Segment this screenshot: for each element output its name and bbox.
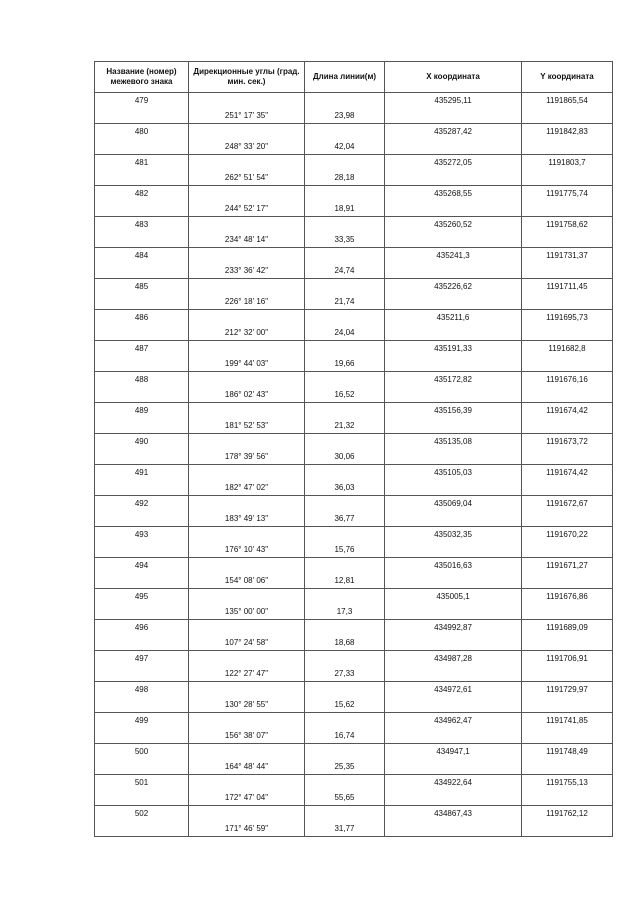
- empty-cell: [385, 356, 522, 372]
- table-row: [95, 573, 613, 589]
- empty-cell: [189, 465, 305, 481]
- x-coordinate-cell: 435260,52: [385, 217, 522, 233]
- y-coordinate-cell: 1191842,83: [522, 124, 613, 140]
- direction-angle-cell: 212° 32' 00": [189, 325, 305, 341]
- empty-cell: [95, 108, 189, 124]
- empty-cell: [385, 697, 522, 713]
- x-coordinate-cell: 435287,42: [385, 124, 522, 140]
- table-row: [95, 558, 613, 574]
- empty-cell: [385, 387, 522, 403]
- empty-cell: [522, 294, 613, 310]
- y-coordinate-cell: 1191762,12: [522, 806, 613, 822]
- x-coordinate-cell: 435172,82: [385, 372, 522, 388]
- x-coordinate-cell: 434962,47: [385, 713, 522, 729]
- empty-cell: [385, 325, 522, 341]
- empty-cell: [189, 682, 305, 698]
- empty-cell: [189, 124, 305, 140]
- table-row: [95, 821, 613, 837]
- table-row: [95, 341, 613, 357]
- y-coordinate-cell: 1191741,85: [522, 713, 613, 729]
- direction-angle-cell: 164° 48' 44": [189, 759, 305, 775]
- x-coordinate-cell: 435069,04: [385, 496, 522, 512]
- table-row: [95, 620, 613, 636]
- empty-cell: [522, 821, 613, 837]
- empty-cell: [522, 356, 613, 372]
- point-name-cell: 484: [95, 248, 189, 264]
- line-length-cell: 21,32: [305, 418, 385, 434]
- empty-cell: [385, 201, 522, 217]
- line-length-cell: 23,98: [305, 108, 385, 124]
- table-row: [95, 527, 613, 543]
- empty-cell: [189, 713, 305, 729]
- direction-angle-cell: 233° 36' 42": [189, 263, 305, 279]
- x-coordinate-cell: 435135,08: [385, 434, 522, 450]
- empty-cell: [189, 93, 305, 109]
- table-row: [95, 434, 613, 450]
- x-coordinate-cell: 435268,55: [385, 186, 522, 202]
- empty-cell: [305, 186, 385, 202]
- empty-cell: [522, 108, 613, 124]
- y-coordinate-cell: 1191758,62: [522, 217, 613, 233]
- empty-cell: [522, 790, 613, 806]
- empty-cell: [522, 325, 613, 341]
- empty-cell: [385, 573, 522, 589]
- y-coordinate-cell: 1191673,72: [522, 434, 613, 450]
- empty-cell: [522, 666, 613, 682]
- empty-cell: [385, 232, 522, 248]
- empty-cell: [95, 573, 189, 589]
- line-length-cell: 31,77: [305, 821, 385, 837]
- point-name-cell: 488: [95, 372, 189, 388]
- empty-cell: [95, 697, 189, 713]
- point-name-cell: 485: [95, 279, 189, 295]
- table-row: [95, 93, 613, 109]
- empty-cell: [189, 620, 305, 636]
- line-length-cell: 24,74: [305, 263, 385, 279]
- line-length-cell: 16,74: [305, 728, 385, 744]
- empty-cell: [95, 666, 189, 682]
- empty-cell: [305, 217, 385, 233]
- y-coordinate-cell: 1191672,67: [522, 496, 613, 512]
- x-coordinate-cell: 434867,43: [385, 806, 522, 822]
- point-name-cell: 493: [95, 527, 189, 543]
- table-row: [95, 465, 613, 481]
- point-name-cell: 490: [95, 434, 189, 450]
- direction-angle-cell: 234° 48' 14": [189, 232, 305, 248]
- table-row: [95, 511, 613, 527]
- point-name-cell: 496: [95, 620, 189, 636]
- direction-angle-cell: 248° 33' 20": [189, 139, 305, 155]
- x-coordinate-cell: 435032,35: [385, 527, 522, 543]
- point-name-cell: 481: [95, 155, 189, 171]
- empty-cell: [95, 325, 189, 341]
- table-row: [95, 449, 613, 465]
- table-row: [95, 139, 613, 155]
- table-row: [95, 744, 613, 760]
- empty-cell: [522, 697, 613, 713]
- empty-cell: [189, 775, 305, 791]
- table-row: [95, 325, 613, 341]
- empty-cell: [95, 542, 189, 558]
- empty-cell: [385, 728, 522, 744]
- table-row: [95, 310, 613, 326]
- empty-cell: [95, 790, 189, 806]
- empty-cell: [522, 573, 613, 589]
- line-length-cell: 25,35: [305, 759, 385, 775]
- empty-cell: [522, 232, 613, 248]
- empty-cell: [305, 155, 385, 171]
- table-row: [95, 155, 613, 171]
- empty-cell: [385, 790, 522, 806]
- table-row: [95, 232, 613, 248]
- empty-cell: [385, 759, 522, 775]
- y-coordinate-cell: 1191676,16: [522, 372, 613, 388]
- x-coordinate-cell: 435295,11: [385, 93, 522, 109]
- y-coordinate-cell: 1191865,54: [522, 93, 613, 109]
- empty-cell: [189, 217, 305, 233]
- empty-cell: [189, 341, 305, 357]
- empty-cell: [305, 558, 385, 574]
- table-row: [95, 589, 613, 605]
- empty-cell: [305, 279, 385, 295]
- empty-cell: [522, 542, 613, 558]
- point-name-cell: 498: [95, 682, 189, 698]
- table-row: [95, 418, 613, 434]
- empty-cell: [385, 542, 522, 558]
- empty-cell: [305, 682, 385, 698]
- empty-cell: [385, 666, 522, 682]
- empty-cell: [189, 248, 305, 264]
- empty-cell: [95, 201, 189, 217]
- point-name-cell: 489: [95, 403, 189, 419]
- direction-angle-cell: 199° 44' 03": [189, 356, 305, 372]
- point-name-cell: 502: [95, 806, 189, 822]
- x-coordinate-cell: 435241,3: [385, 248, 522, 264]
- empty-cell: [95, 139, 189, 155]
- direction-angle-cell: 130° 28' 55": [189, 697, 305, 713]
- empty-cell: [522, 418, 613, 434]
- header-direction-angle: Дирекционные углы (град. мин. сек.): [189, 62, 305, 93]
- header-y-coordinate: Y координата: [522, 62, 613, 93]
- empty-cell: [385, 635, 522, 651]
- direction-angle-cell: 251° 17' 35": [189, 108, 305, 124]
- empty-cell: [189, 589, 305, 605]
- direction-angle-cell: 135° 00' 00": [189, 604, 305, 620]
- x-coordinate-cell: 435156,39: [385, 403, 522, 419]
- header-x-coordinate: X координата: [385, 62, 522, 93]
- empty-cell: [95, 449, 189, 465]
- empty-cell: [522, 728, 613, 744]
- empty-cell: [189, 651, 305, 667]
- table-row: [95, 124, 613, 140]
- empty-cell: [189, 434, 305, 450]
- y-coordinate-cell: 1191731,37: [522, 248, 613, 264]
- empty-cell: [305, 403, 385, 419]
- empty-cell: [305, 620, 385, 636]
- empty-cell: [522, 480, 613, 496]
- empty-cell: [385, 170, 522, 186]
- direction-angle-cell: 172° 47' 04": [189, 790, 305, 806]
- line-length-cell: 36,77: [305, 511, 385, 527]
- point-name-cell: 483: [95, 217, 189, 233]
- table-row: [95, 170, 613, 186]
- point-name-cell: 480: [95, 124, 189, 140]
- table-row: [95, 108, 613, 124]
- table-row: [95, 697, 613, 713]
- line-length-cell: 16,52: [305, 387, 385, 403]
- x-coordinate-cell: 434922,64: [385, 775, 522, 791]
- point-name-cell: 492: [95, 496, 189, 512]
- empty-cell: [385, 449, 522, 465]
- table-row: [95, 294, 613, 310]
- x-coordinate-cell: 434987,28: [385, 651, 522, 667]
- empty-cell: [189, 806, 305, 822]
- empty-cell: [305, 744, 385, 760]
- table-row: [95, 666, 613, 682]
- y-coordinate-cell: 1191729,97: [522, 682, 613, 698]
- empty-cell: [95, 356, 189, 372]
- y-coordinate-cell: 1191674,42: [522, 465, 613, 481]
- empty-cell: [95, 232, 189, 248]
- empty-cell: [189, 310, 305, 326]
- point-name-cell: 491: [95, 465, 189, 481]
- empty-cell: [95, 511, 189, 527]
- empty-cell: [95, 387, 189, 403]
- point-name-cell: 486: [95, 310, 189, 326]
- empty-cell: [305, 248, 385, 264]
- x-coordinate-cell: 435005,1: [385, 589, 522, 605]
- table-row: [95, 403, 613, 419]
- y-coordinate-cell: 1191755,13: [522, 775, 613, 791]
- y-coordinate-cell: 1191670,22: [522, 527, 613, 543]
- empty-cell: [305, 434, 385, 450]
- point-name-cell: 487: [95, 341, 189, 357]
- empty-cell: [305, 713, 385, 729]
- empty-cell: [305, 651, 385, 667]
- y-coordinate-cell: 1191671,27: [522, 558, 613, 574]
- empty-cell: [189, 496, 305, 512]
- direction-angle-cell: 182° 47' 02": [189, 480, 305, 496]
- empty-cell: [385, 821, 522, 837]
- header-line-length: Длина линии(м): [305, 62, 385, 93]
- x-coordinate-cell: 435191,33: [385, 341, 522, 357]
- empty-cell: [305, 124, 385, 140]
- table-row: [95, 635, 613, 651]
- empty-cell: [305, 496, 385, 512]
- empty-cell: [385, 480, 522, 496]
- direction-angle-cell: 178° 39' 56": [189, 449, 305, 465]
- point-name-cell: 479: [95, 93, 189, 109]
- empty-cell: [522, 170, 613, 186]
- y-coordinate-cell: 1191706,91: [522, 651, 613, 667]
- empty-cell: [385, 418, 522, 434]
- empty-cell: [522, 604, 613, 620]
- line-length-cell: 21,74: [305, 294, 385, 310]
- empty-cell: [305, 465, 385, 481]
- point-name-cell: 495: [95, 589, 189, 605]
- y-coordinate-cell: 1191711,45: [522, 279, 613, 295]
- empty-cell: [95, 480, 189, 496]
- table-row: [95, 279, 613, 295]
- empty-cell: [305, 775, 385, 791]
- x-coordinate-cell: 434972,61: [385, 682, 522, 698]
- table-row: [95, 542, 613, 558]
- y-coordinate-cell: 1191748,49: [522, 744, 613, 760]
- y-coordinate-cell: 1191676,86: [522, 589, 613, 605]
- line-length-cell: 18,68: [305, 635, 385, 651]
- empty-cell: [95, 728, 189, 744]
- direction-angle-cell: 186° 02' 43": [189, 387, 305, 403]
- boundary-coordinates-table: [94, 61, 613, 837]
- empty-cell: [305, 806, 385, 822]
- empty-cell: [305, 341, 385, 357]
- direction-angle-cell: 154° 08' 06": [189, 573, 305, 589]
- empty-cell: [385, 139, 522, 155]
- empty-cell: [95, 170, 189, 186]
- table-row: [95, 248, 613, 264]
- line-length-cell: 17,3: [305, 604, 385, 620]
- line-length-cell: 15,62: [305, 697, 385, 713]
- x-coordinate-cell: 434947,1: [385, 744, 522, 760]
- table-row: [95, 651, 613, 667]
- table-row: [95, 604, 613, 620]
- empty-cell: [522, 449, 613, 465]
- line-length-cell: 12,81: [305, 573, 385, 589]
- y-coordinate-cell: 1191674,42: [522, 403, 613, 419]
- direction-angle-cell: 183° 49' 13": [189, 511, 305, 527]
- table-row: [95, 356, 613, 372]
- header-point-name: Название (номер) межевого знака: [95, 62, 189, 93]
- direction-angle-cell: 122° 27' 47": [189, 666, 305, 682]
- empty-cell: [522, 263, 613, 279]
- direction-angle-cell: 171° 46' 59": [189, 821, 305, 837]
- direction-angle-cell: 262° 51' 54": [189, 170, 305, 186]
- empty-cell: [305, 589, 385, 605]
- empty-cell: [305, 310, 385, 326]
- table-row: [95, 682, 613, 698]
- direction-angle-cell: 107° 24' 58": [189, 635, 305, 651]
- table-row: [95, 263, 613, 279]
- line-length-cell: 36,03: [305, 480, 385, 496]
- line-length-cell: 42,04: [305, 139, 385, 155]
- table-row: [95, 186, 613, 202]
- table-row: [95, 790, 613, 806]
- empty-cell: [305, 372, 385, 388]
- empty-cell: [95, 294, 189, 310]
- line-length-cell: 28,18: [305, 170, 385, 186]
- empty-cell: [522, 139, 613, 155]
- empty-cell: [385, 511, 522, 527]
- empty-cell: [189, 527, 305, 543]
- x-coordinate-cell: 435105,03: [385, 465, 522, 481]
- y-coordinate-cell: 1191775,74: [522, 186, 613, 202]
- empty-cell: [385, 294, 522, 310]
- empty-cell: [522, 635, 613, 651]
- line-length-cell: 24,04: [305, 325, 385, 341]
- x-coordinate-cell: 435211,6: [385, 310, 522, 326]
- empty-cell: [95, 759, 189, 775]
- empty-cell: [189, 744, 305, 760]
- empty-cell: [95, 263, 189, 279]
- line-length-cell: 27,33: [305, 666, 385, 682]
- empty-cell: [305, 93, 385, 109]
- x-coordinate-cell: 434992,87: [385, 620, 522, 636]
- x-coordinate-cell: 435016,63: [385, 558, 522, 574]
- direction-angle-cell: 244° 52' 17": [189, 201, 305, 217]
- table-row: [95, 713, 613, 729]
- empty-cell: [522, 759, 613, 775]
- header-row: [95, 62, 613, 93]
- table-row: [95, 217, 613, 233]
- table-row: [95, 496, 613, 512]
- table-row: [95, 775, 613, 791]
- empty-cell: [522, 511, 613, 527]
- empty-cell: [385, 604, 522, 620]
- table-body: [95, 93, 613, 837]
- empty-cell: [522, 387, 613, 403]
- line-length-cell: 19,66: [305, 356, 385, 372]
- empty-cell: [305, 527, 385, 543]
- point-name-cell: 500: [95, 744, 189, 760]
- point-name-cell: 494: [95, 558, 189, 574]
- point-name-cell: 499: [95, 713, 189, 729]
- table-row: [95, 387, 613, 403]
- direction-angle-cell: 176° 10' 43": [189, 542, 305, 558]
- empty-cell: [189, 186, 305, 202]
- line-length-cell: 15,76: [305, 542, 385, 558]
- point-name-cell: 482: [95, 186, 189, 202]
- table-row: [95, 480, 613, 496]
- line-length-cell: 55,65: [305, 790, 385, 806]
- point-name-cell: 497: [95, 651, 189, 667]
- table-row: [95, 728, 613, 744]
- x-coordinate-cell: 435226,62: [385, 279, 522, 295]
- direction-angle-cell: 156° 38' 07": [189, 728, 305, 744]
- x-coordinate-cell: 435272,05: [385, 155, 522, 171]
- empty-cell: [189, 403, 305, 419]
- y-coordinate-cell: 1191695,73: [522, 310, 613, 326]
- table-row: [95, 201, 613, 217]
- direction-angle-cell: 181° 52' 53": [189, 418, 305, 434]
- table-row: [95, 372, 613, 388]
- line-length-cell: 30,06: [305, 449, 385, 465]
- line-length-cell: 18,91: [305, 201, 385, 217]
- empty-cell: [95, 418, 189, 434]
- table-row: [95, 759, 613, 775]
- y-coordinate-cell: 1191689,09: [522, 620, 613, 636]
- empty-cell: [522, 201, 613, 217]
- line-length-cell: 33,35: [305, 232, 385, 248]
- empty-cell: [385, 108, 522, 124]
- empty-cell: [385, 263, 522, 279]
- empty-cell: [189, 372, 305, 388]
- table-row: [95, 806, 613, 822]
- empty-cell: [189, 279, 305, 295]
- y-coordinate-cell: 1191803,7: [522, 155, 613, 171]
- empty-cell: [95, 604, 189, 620]
- empty-cell: [95, 635, 189, 651]
- point-name-cell: 501: [95, 775, 189, 791]
- empty-cell: [95, 821, 189, 837]
- empty-cell: [189, 155, 305, 171]
- y-coordinate-cell: 1191682,8: [522, 341, 613, 357]
- empty-cell: [189, 558, 305, 574]
- direction-angle-cell: 226° 18' 16": [189, 294, 305, 310]
